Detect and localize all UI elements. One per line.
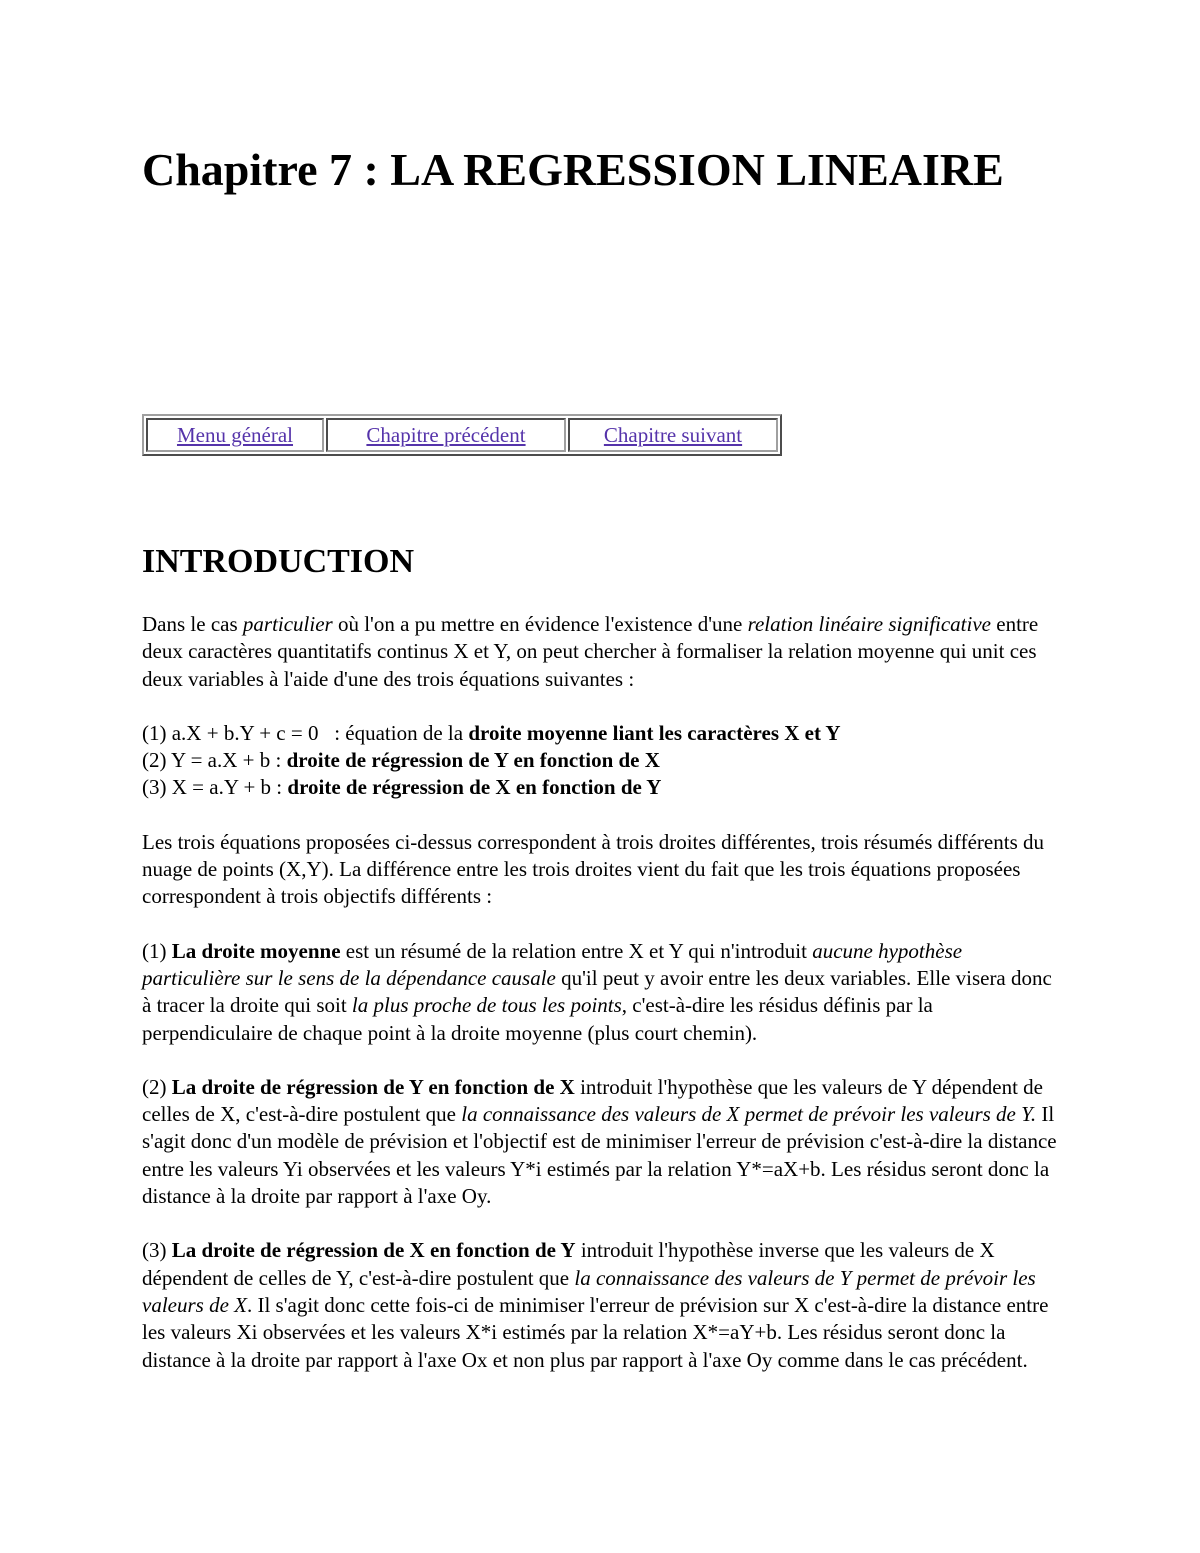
previous-chapter-link[interactable]: Chapitre précédent [366,423,526,447]
regression-y-x-paragraph: (2) La droite de régression de Y en fonction de X introduit l'hypothèse que les valeurs de Y dépendent de celles de X, c'est-à-dire postulent que la connaissance des valeurs de X permet de prévoir les valeurs de Y. Il s'agit donc d'un modèle de prévision et l'objectif est de minimiser l'erreur de prévision c'est-à-dire la distance entre les valeurs Yi observées et les valeurs Y*i estimés par la relation Y*=aX+b. Les résidus seront donc la distance à la droite par rapport à l'axe Oy. [142,1074,1057,1209]
three-lines-paragraph: Les trois équations proposées ci-dessus correspondent à trois droites différentes, trois résumés différents du nuage de points (X,Y). La différence entre les trois droites vient du fait que les trois équations proposées correspondent à trois objectifs différents : [142,829,1045,909]
regression-x-y-paragraph: (3) La droite de régression de X en fonction de Y introduit l'hypothèse inverse que les valeurs de X dépendent de celles de Y, c'est-à-dire postulent que la connaissance des valeurs de Y permet de prévoir les valeurs de X. Il s'agit donc cette fois-ci de minimiser l'erreur de prévision sur X c'est-à-dire la distance entre les valeurs Xi observées et les valeurs X*i estimés par la relation X*=aY+b. Les résidus seront donc la distance à la droite par rapport à l'axe Ox et non plus par rapport à l'axe Oy comme dans le cas précédent. [142,1238,1049,1372]
droite-moyenne-paragraph: (1) La droite moyenne est un résumé de la relation entre X et Y qui n'introduit aucune hypothèse particulière sur le sens de la dépendance causale qu'il peut y avoir entre les deux variables. Elle visera donc à tracer la droite qui soit la plus proche de tous les points, c'est-à-dire les résidus définis par la perpendiculaire de chaque point à la droite moyenne (plus court chemin). [142,938,1052,1045]
equation-2: (2) Y = a.X + b : droite de régression de Y en fonction de X [142,748,660,773]
section-title: INTRODUCTION [142,543,415,580]
equation-1: (1) a.X + b.Y + c = 0 : équation de la droite moyenne liant les caractères X et Y [142,720,841,745]
intro-paragraph: Dans le cas particulier où l'on a pu mettre en évidence l'existence d'une relation linéaire significative entre deux caractères quantitatifs continus X et Y, on peut chercher à formaliser la relation moyenne qui unit ces deux variables à l'aide d'une des trois équations suivantes : [142,612,1039,691]
chapter-navigation [142,414,782,456]
equations-list [142,720,1062,802]
article-body [142,611,1062,1401]
next-chapter-link[interactable]: Chapitre suivant [603,423,743,447]
page-title: Chapitre 7 : LA REGRESSION LINEAIRE [142,144,1004,195]
menu-general-link[interactable]: Menu général [176,423,294,447]
equation-3: (3) X = a.Y + b : droite de régression de X en fonction de Y [142,775,662,800]
